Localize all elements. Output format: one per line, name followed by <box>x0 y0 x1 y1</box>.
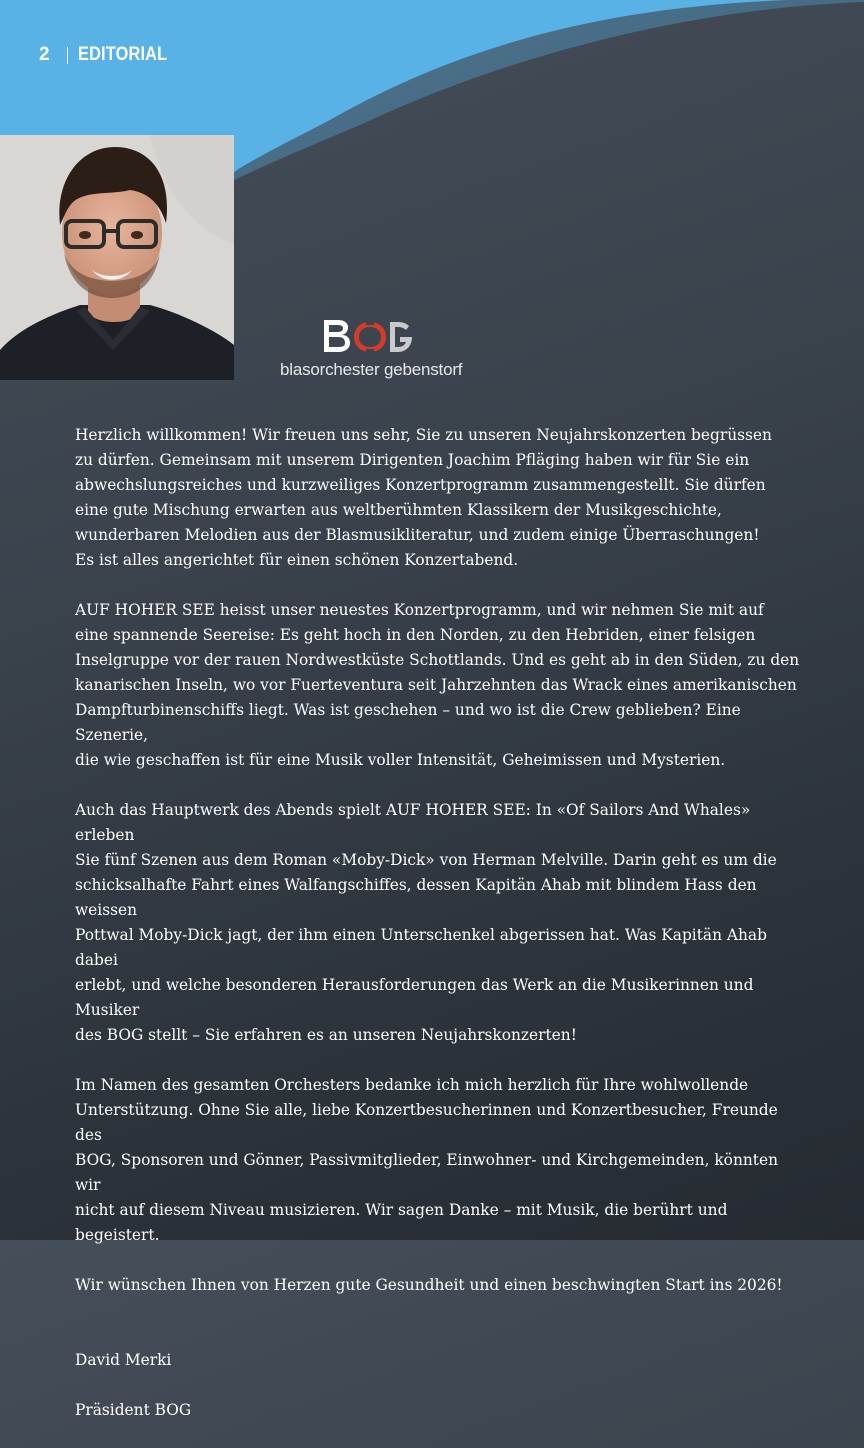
author-portrait-photo <box>0 135 234 380</box>
paragraph-1: Herzlich willkommen! Wir freuen uns sehr, Sie zu unseren Neujahrskonzerten begrüssen zu dürfen. Gemeinsam mit unserem Dirigenten Joachim Pfläging haben wir für Sie ein abwechslungsreiches und kurzweiliges Konzertprogramm zusammengestellt. Sie dürfen eine gute Mischung erwarten aus weltberühmten Klassikern der Musikgeschichte, wunderbaren Melodien aus der Blasmusikliteratur, und zudem einige Überraschungen! Es ist alles angerichtet für einen schönen Konzertabend. <box>75 426 772 569</box>
signature-block <box>75 1323 805 1448</box>
paragraph-5: Wir wünschen Ihnen von Herzen gute Gesundheit und einen beschwingten Start ins 2026! <box>75 1276 783 1294</box>
orchestra-name: blasorchester gebenstorf <box>280 360 463 379</box>
editorial-body <box>75 423 805 1448</box>
header-divider <box>67 47 68 64</box>
page-header <box>39 42 182 68</box>
paragraph-3: Auch das Hauptwerk des Abends spielt AUF HOHER SEE: In «Of Sailors And Whales» erleben Sie fünf Szenen aus dem Roman «Moby-Dick» von Herman Melville. Darin geht es um die schicksalhafte Fahrt eines Walfangschiffes, dessen Kapitän Ahab mit blindem Hass den weissen Pottwal Moby-Dick jagt, der ihm einen Unterschenkel abgerissen hat. Was Kapitän Ahab dabei erlebt, und welche besonderen Herausforderungen das Werk an die Musikerinnen und Musiker des BOG stellt – Sie erfahren es an unseren Neujahrskonzerten! <box>75 801 777 1044</box>
section-title: EDITORIAL <box>78 44 168 65</box>
bog-logo-mark <box>320 318 416 356</box>
paragraph-2: AUF HOHER SEE heisst unser neuestes Konzertprogramm, und wir nehmen Sie mit auf eine spannende Seereise: Es geht hoch in den Norden, zu den Hebriden, einer felsigen Inselgruppe vor der rauen Nordwestküste Schottlands. Und es geht ab in den Süden, zu den kanarischen Inseln, wo vor Fuerteventura seit Jahrzehnten das Wrack eines amerikanischen Dampfturbinenschiffs liegt. Was ist geschehen – und wo ist die Crew geblieben? Eine Szenerie, die wie geschaffen ist für eine Musik voller Intensität, Geheimissen und Mysterien. <box>75 601 800 769</box>
paragraph-4: Im Namen des gesamten Orchesters bedanke ich mich herzlich für Ihre wohlwollende Unterstützung. Ohne Sie alle, liebe Konzertbesucherinnen und Konzertbesucher, Freunde des BOG, Sponsoren und Gönner, Passivmitglieder, Einwohner- und Kirchgemeinden, könnten wir nicht auf diesem Niveau musizieren. Wir sagen Danke – mit Musik, die berührt und begeistert. <box>75 1076 778 1244</box>
page-number: 2 <box>39 44 50 65</box>
signature-name: David Merki <box>75 1351 172 1369</box>
signature-role: Präsident BOG <box>75 1401 192 1419</box>
bog-logo <box>276 318 466 384</box>
